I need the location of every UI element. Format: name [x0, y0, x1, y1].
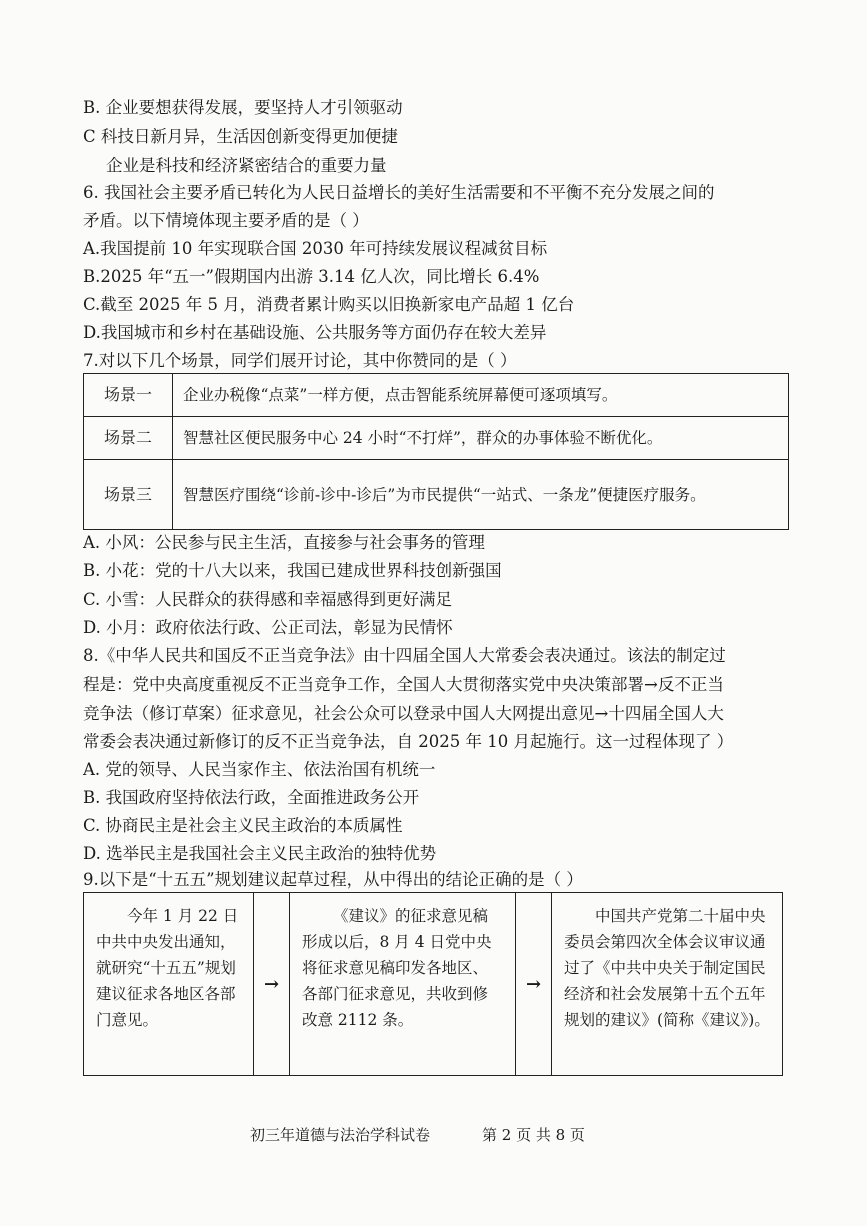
q7-scene-table [83, 373, 789, 530]
flow-step-3: 中国共产党第二十届中央委员会第四次全体会议审议通过了《中共中央关于制定国民经济和社会发展第十五个五年规划的建议》(简称《建议》)。 [564, 907, 770, 1029]
footer-subject: 初三年道德与法治学科试卷 [250, 1126, 431, 1144]
q5-option-d: 企业是科技和经济紧密结合的重要力量 [106, 156, 387, 175]
scene-row [84, 417, 789, 460]
q6-option-d: D.我国城市和乡村在基础设施、公共服务等方面仍存在较大差异 [83, 323, 547, 342]
scene-row [84, 460, 789, 530]
scene-label: 场景二 [84, 417, 173, 460]
q8-option-a: A. 党的领导、人民当家作主、依法治国有机统一 [83, 760, 436, 779]
q9-stem: 9.以下是“十五五”规划建议起草过程，从中得出的结论正确的是（ ） [83, 870, 583, 889]
q5-option-c: C 科技日新月异，生活因创新变得更加便捷 [83, 127, 398, 146]
q8-stem-line1: 8.《中华人民共和国反不正当竞争法》由十四届全国人大常委会表决通过。该法的制定过 [83, 646, 726, 665]
q7-option-d: D. 小月：政府依法行政、公正司法，彰显为民情怀 [83, 618, 453, 637]
q5-option-b: B. 企业要想获得发展，要坚持人才引领驱动 [83, 98, 403, 117]
q8-stem-line3: 竞争法（修订草案）征求意见，社会公众可以登录中国人大网提出意见→十四届全国人大 [83, 704, 724, 723]
q6-option-c: C.截至 2025 年 5 月，消费者累计购买以旧换新家电产品超 1 亿台 [83, 295, 575, 314]
q7-option-a: A. 小风：公民参与民主生活，直接参与社会事务的管理 [83, 533, 485, 552]
scene-text: 企业办税像“点菜”一样方便，点击智能系统屏幕便可逐项填写。 [173, 374, 789, 417]
q6-option-a: A.我国提前 10 年实现联合国 2030 年可持续发展议程减贫目标 [83, 239, 548, 258]
flow-step-2: 《建议》的征求意见稿形成以后，8 月 4 日党中央将征求意见稿印发各地区、各部门征求意见，共收到修改意 2112 条。 [290, 893, 516, 1075]
scene-label: 场景一 [84, 374, 173, 417]
q7-option-c: C. 小雪：人民群众的获得感和幸福感得到更好满足 [83, 590, 453, 609]
scene-text: 智慧社区便民服务中心 24 小时“不打烊”，群众的办事体验不断优化。 [173, 417, 789, 460]
q7-stem: 7.对以下几个场景，同学们展开讨论，其中你赞同的是（ ） [83, 351, 517, 370]
scene-row [84, 374, 789, 417]
q6-option-b: B.2025 年“五一”假期国内出游 3.14 亿人次，同比增长 6.4% [83, 267, 540, 286]
arrow-right-icon: → [516, 893, 552, 1075]
arrow-right-icon: → [254, 893, 290, 1075]
q8-option-c: C. 协商民主是社会主义民主政治的本质属性 [83, 816, 403, 835]
scene-label: 场景三 [84, 460, 173, 530]
q9-process-flow [83, 892, 783, 1076]
scene-text: 智慧医疗围绕“诊前-诊中-诊后”为市民提供“一站式、一条龙”便捷医疗服务。 [173, 460, 789, 530]
q8-stem-line2: 程是：党中央高度重视反不正当竞争工作，全国人大贯彻落实党中央决策部署→反不正当 [83, 675, 724, 694]
footer-page-number: 第 2 页 共 8 页 [482, 1126, 585, 1144]
q6-stem-line2: 矛盾。以下情境体现主要矛盾的是（ ） [83, 211, 369, 230]
q8-option-d: D. 选举民主是我国社会主义民主政治的独特优势 [83, 844, 437, 863]
q8-stem-line4: 常委会表决通过新修订的反不正当竞争法，自 2025 年 10 月起施行。这一过程体现了 ） [83, 732, 734, 751]
q7-option-b: B. 小花：党的十八大以来，我国已建成世界科技创新强国 [83, 561, 502, 580]
q8-option-b: B. 我国政府坚持依法行政，全面推进政务公开 [83, 788, 420, 807]
q6-stem-line1: 6. 我国社会主要矛盾已转化为人民日益增长的美好生活需要和不平衡不充分发展之间的 [83, 183, 715, 202]
flow-step-1: 今年 1 月 22 日中共中央发出通知，就研究“十五五”规划建议征求各地区各部门意见。 [84, 893, 254, 1075]
